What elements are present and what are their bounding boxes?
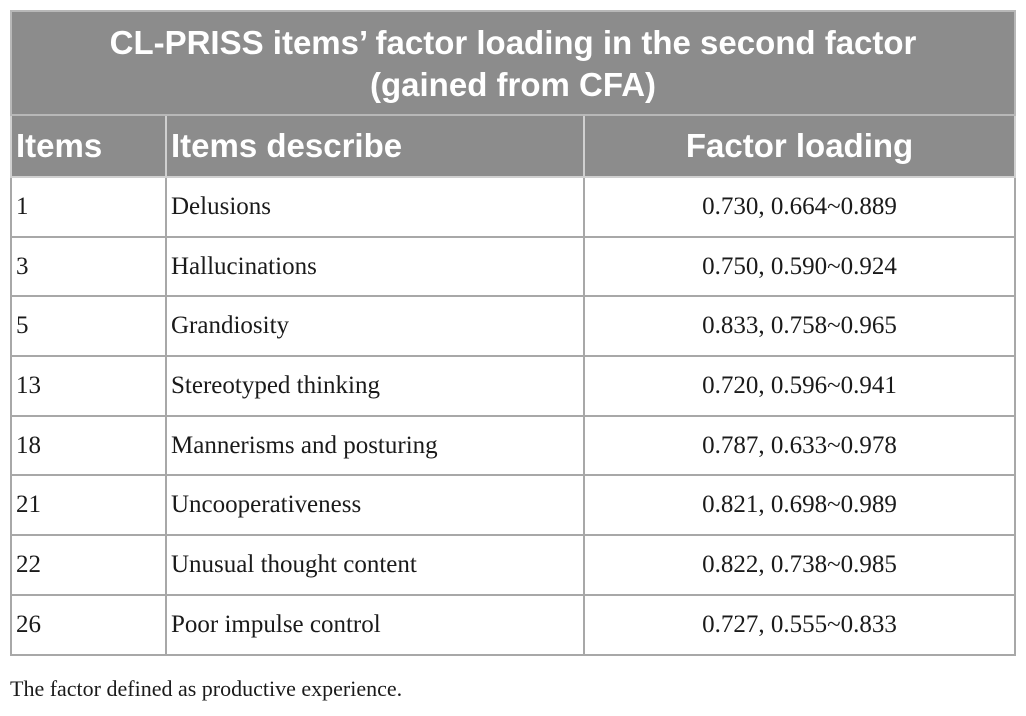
factor-loading-table-container (10, 10, 1014, 656)
cell-describe: Poor impulse control (166, 595, 584, 655)
table-row (11, 595, 1015, 655)
cell-describe: Stereotyped thinking (166, 356, 584, 416)
table-row (11, 416, 1015, 476)
cell-describe: Hallucinations (166, 237, 584, 297)
cell-loading: 0.833, 0.758~0.965 (584, 296, 1015, 356)
table-title (11, 11, 1015, 115)
table-header-row (11, 115, 1015, 177)
column-header-items: Items (11, 115, 166, 177)
cell-item: 3 (11, 237, 166, 297)
table-row (11, 535, 1015, 595)
table-footnote: The factor defined as productive experience. (10, 676, 403, 701)
factor-loading-table (10, 10, 1016, 656)
table-row (11, 475, 1015, 535)
cell-item: 13 (11, 356, 166, 416)
cell-describe: Unusual thought content (166, 535, 584, 595)
cell-loading: 0.821, 0.698~0.989 (584, 475, 1015, 535)
cell-item: 21 (11, 475, 166, 535)
cell-describe: Uncooperativeness (166, 475, 584, 535)
cell-item: 18 (11, 416, 166, 476)
cell-loading: 0.730, 0.664~0.889 (584, 177, 1015, 237)
table-title-line-1: CL-PRISS items’ factor loading in the second factor (109, 24, 917, 61)
cell-loading: 0.787, 0.633~0.978 (584, 416, 1015, 476)
cell-loading: 0.822, 0.738~0.985 (584, 535, 1015, 595)
table-row (11, 177, 1015, 237)
table-title-line-2: (gained from CFA) (370, 66, 657, 103)
cell-item: 5 (11, 296, 166, 356)
cell-describe: Delusions (166, 177, 584, 237)
cell-item: 26 (11, 595, 166, 655)
column-header-items-describe: Items describe (166, 115, 584, 177)
table-row (11, 237, 1015, 297)
cell-loading: 0.720, 0.596~0.941 (584, 356, 1015, 416)
cell-item: 22 (11, 535, 166, 595)
cell-loading: 0.727, 0.555~0.833 (584, 595, 1015, 655)
table-row (11, 296, 1015, 356)
column-header-factor-loading: Factor loading (584, 115, 1015, 177)
cell-describe: Grandiosity (166, 296, 584, 356)
cell-describe: Mannerisms and posturing (166, 416, 584, 476)
cell-item: 1 (11, 177, 166, 237)
table-title-row (11, 11, 1015, 115)
cell-loading: 0.750, 0.590~0.924 (584, 237, 1015, 297)
table-row (11, 356, 1015, 416)
